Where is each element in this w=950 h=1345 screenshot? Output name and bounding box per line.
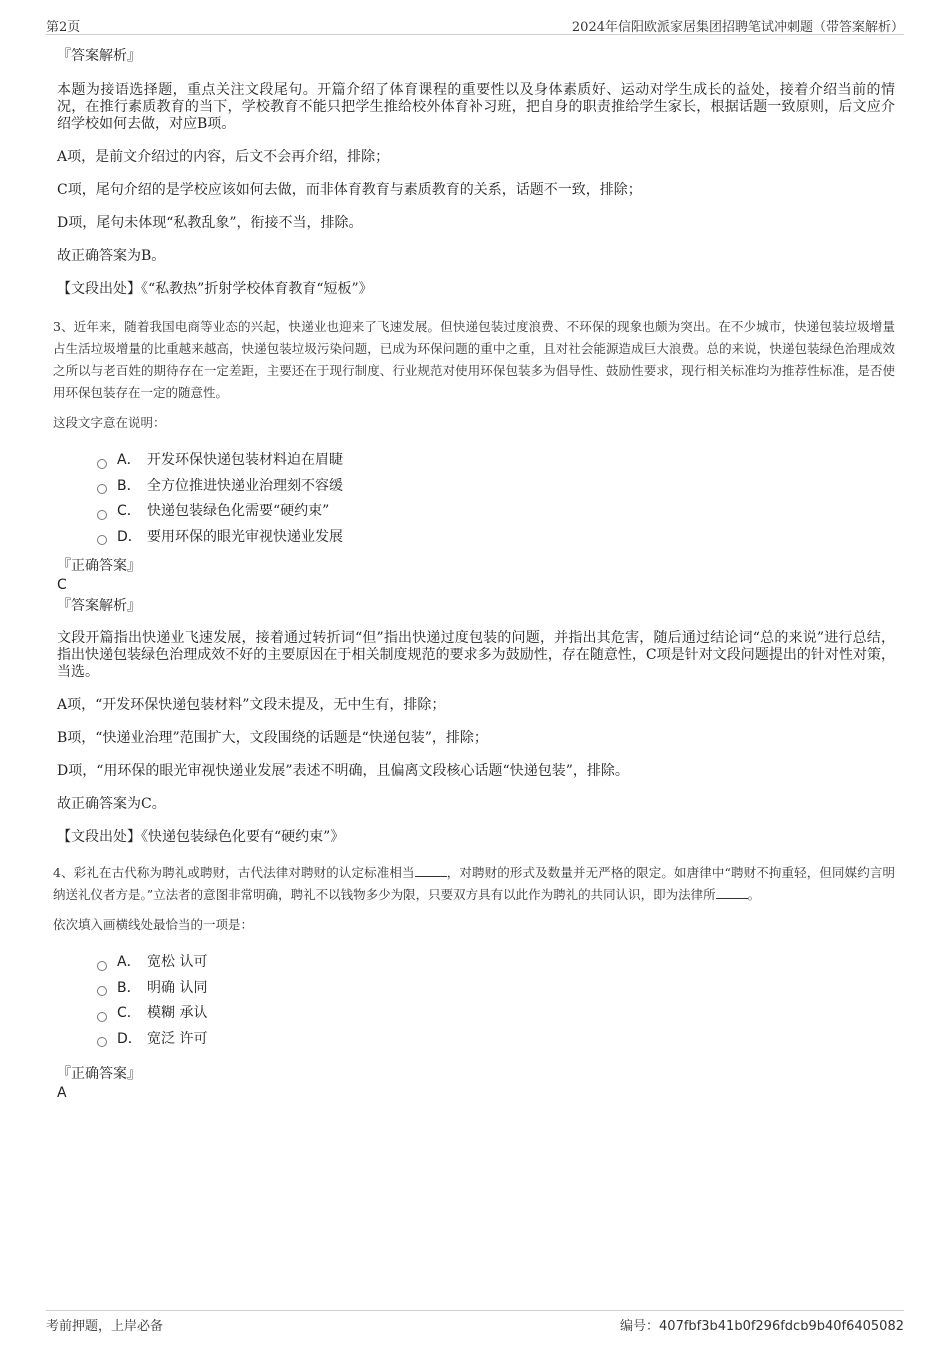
analysis-item-b: B项，“快递业治理”范围扩大，文段围绕的话题是“快递包装”，排除； [57, 730, 488, 746]
document-title: 2024年信阳欧派家居集团招聘笔试冲刺题（带答案解析） [571, 20, 904, 35]
code-label: 编号： [620, 1319, 660, 1334]
option-b[interactable] [97, 474, 895, 500]
option-key: B． [117, 979, 141, 996]
option-text: 明确 认同 [147, 979, 208, 996]
analysis-conclusion: 故正确答案为B。 [57, 248, 166, 264]
analysis-item-d: D项，“用环保的眼光审视快递业发展”表述不明确，且偏离文段核心话题“快递包装”，排除。 [57, 763, 629, 779]
radio-button[interactable] [97, 1037, 107, 1047]
option-text: 快递包装绿色化需要“硬约束” [147, 503, 330, 519]
analysis-item-a: A项，“开发环保快递包装材料”文段未提及，无中生有，排除； [57, 697, 446, 713]
answer-value: C [57, 577, 67, 593]
code-value: 407fbf3b41b0f296fdcb9b40f6405082 [659, 1319, 904, 1334]
analysis-label: 『答案解析』 [57, 48, 141, 64]
radio-button[interactable] [97, 961, 107, 971]
analysis-conclusion: 故正确答案为C。 [57, 796, 166, 812]
radio-button[interactable] [97, 510, 107, 520]
option-key: A． [117, 452, 141, 468]
source-citation: 【文段出处】《快递包装绿色化要有“硬约束”》 [57, 829, 345, 845]
option-key: B． [117, 477, 141, 494]
question-3 [53, 316, 895, 846]
answer-value: A [57, 1085, 67, 1101]
option-list [57, 448, 895, 550]
option-c[interactable] [97, 499, 895, 525]
document-code [620, 1315, 904, 1334]
answer-label: 『正确答案』 [57, 558, 141, 574]
analysis-text: 本题为接语选择题，重点关注文段尾句。开篇介绍了体育课程的重要性以及身体素质好、运动对学生成长的益处，接着介绍当前的情况，在推行素质教育的当下，学校教育不能只把学生推给校外体育补习班，把自身的职责推给学生家长，根据话题一致原则，后文应介绍学校如何去做，对应B项。 [57, 82, 895, 132]
stem-part-1: 4、彩礼在古代称为聘礼或聘财，古代法律对聘财的认定标准相当 [53, 865, 415, 880]
option-list [57, 950, 895, 1052]
option-a[interactable] [97, 448, 895, 474]
page-header [46, 14, 904, 35]
analysis-label: 『答案解析』 [57, 598, 141, 614]
page-footer [46, 1310, 904, 1333]
option-text: 宽泛 许可 [147, 1030, 208, 1047]
fill-blank-2 [716, 886, 748, 899]
analysis-text: 文段开篇指出快递业飞速发展，接着通过转折词“但”指出快递过度包装的问题，并指出其危害，随后通过结论词“总的来说”进行总结，指出快递包装绿色治理成效不好的主要原因在于相关制度规范的要求多为鼓励性，存在随意性，C项是针对文段问题提出的针对性对策，当选。 [57, 630, 895, 680]
radio-button[interactable] [97, 1012, 107, 1022]
fill-blank-1 [415, 864, 447, 877]
question-prompt: 这段文字意在说明： [53, 415, 166, 430]
option-text: 要用环保的眼光审视快递业发展 [147, 528, 343, 545]
option-b[interactable] [97, 976, 895, 1002]
option-text: 全方位推进快递业治理刻不容缓 [147, 477, 343, 494]
option-text: 模糊 承认 [147, 1005, 208, 1021]
option-a[interactable] [97, 950, 895, 976]
radio-button[interactable] [97, 484, 107, 494]
stem-part-3: 。 [747, 887, 761, 902]
option-key: D． [117, 528, 142, 545]
source-citation: 【文段出处】《“私教热”折射学校体育教育“短板”》 [57, 281, 373, 297]
radio-button[interactable] [97, 986, 107, 996]
page-content [53, 44, 895, 1102]
option-key: A． [117, 954, 141, 970]
option-d[interactable] [97, 525, 895, 551]
radio-button[interactable] [97, 459, 107, 469]
question-prompt: 依次填入画横线处最恰当的一项是： [53, 917, 254, 932]
analysis-item-a: A项，是前文介绍过的内容，后文不会再介绍，排除； [57, 149, 390, 165]
analysis-item-c: C项，尾句介绍的是学校应该如何去做，而非体育教育与素质教育的关系，话题不一致，排除； [57, 182, 642, 198]
answer-label: 『正确答案』 [57, 1066, 141, 1082]
option-key: C． [117, 1005, 141, 1021]
option-d[interactable] [97, 1027, 895, 1053]
option-key: C． [117, 503, 141, 519]
option-text: 开发环保快递包装材料迫在眉睫 [147, 452, 343, 468]
question-stem: 3、近年来，随着我国电商等业态的兴起，快递业也迎来了飞速发展。但快递包装过度浪费、不环保的现象也颇为突出。在不少城市，快递包装垃圾增量占生活垃圾增量的比重越来越高，快递包装垃圾污染问题，已成为环保问题的重中之重，且对社会能源造成巨大浪费。总的来说，快递包装绿色治理成效之所以与老百姓的期待存在一定差距，主要还在于现行制度、行业规范对使用环保包装多为倡导性、鼓励性要求，现行相关标准均为推荐性标准，是否使用环保包装存在一定的随意性。 [53, 319, 895, 400]
question-2-analysis [57, 46, 895, 298]
option-c[interactable] [97, 1001, 895, 1027]
page-number: 第2页 [46, 20, 81, 35]
question-4 [53, 862, 895, 1102]
analysis-item-d: D项，尾句未体现“私教乱象”，衔接不当，排除。 [57, 215, 363, 231]
footer-slogan: 考前押题，上岸必备 [46, 1319, 164, 1334]
radio-button[interactable] [97, 535, 107, 545]
question-stem [53, 862, 895, 906]
option-key: D． [117, 1030, 142, 1047]
stem-part-2: ，对聘财的形式及数量并无严格的限定。如唐律中“聘财不拘重轻，但同媒约言明纳送礼仪者方是。”立法者的意图非常明确，聘礼不以钱物多少为限，只要双方具有以此作为聘礼的共同认识，即为法律所 [53, 865, 895, 902]
option-text: 宽松 认可 [147, 954, 208, 970]
